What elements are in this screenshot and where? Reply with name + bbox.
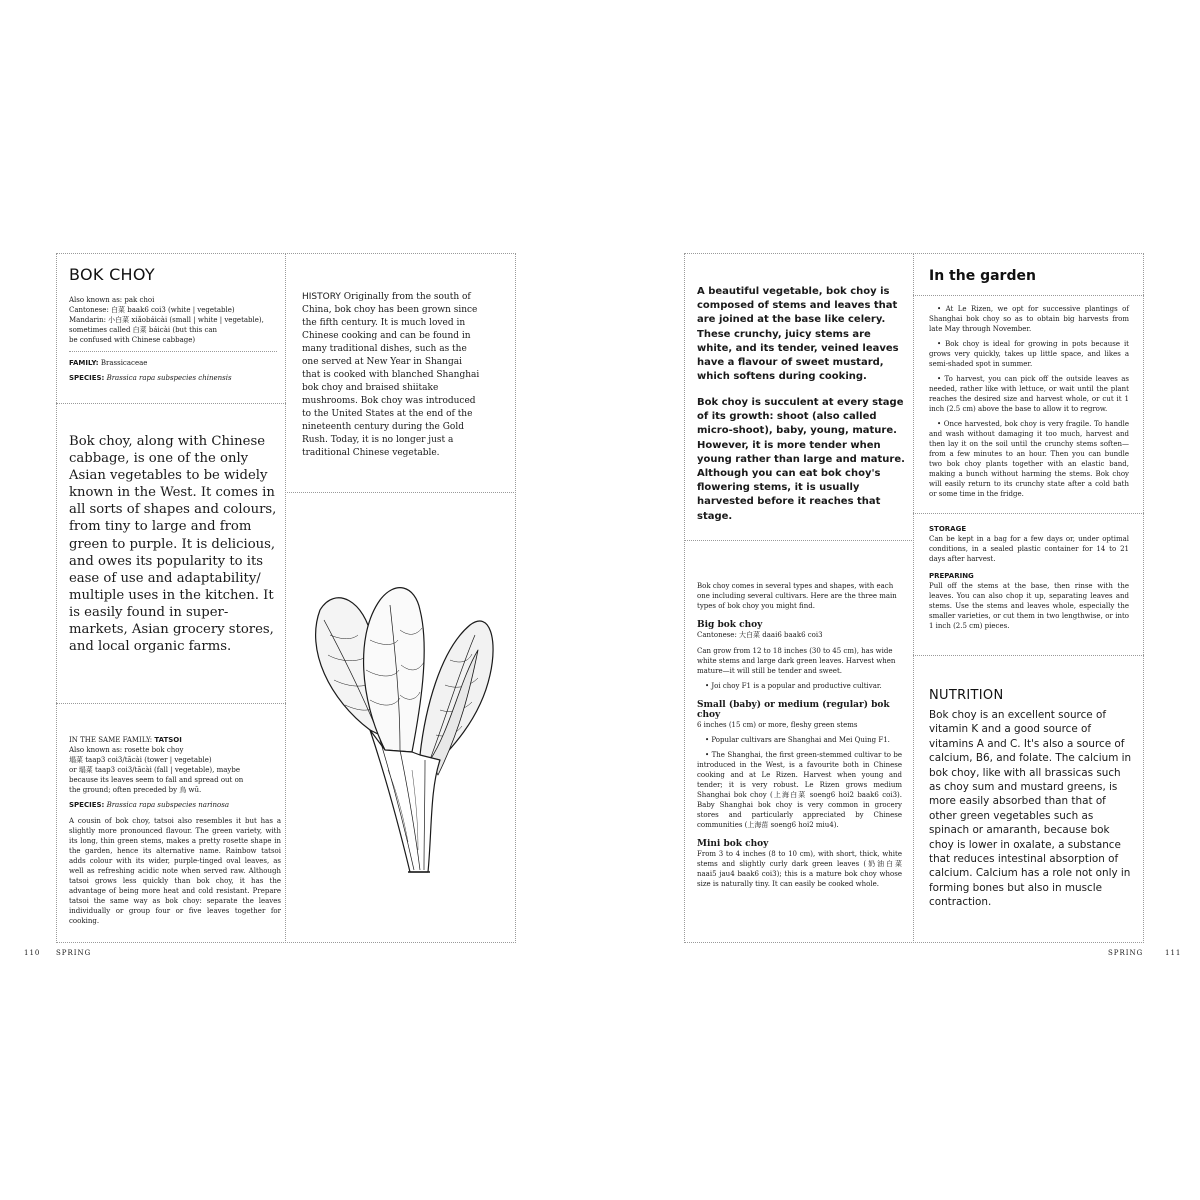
garden-para-text: Bok choy is ideal for growing in pots because it grows very quickly, takes up little space, and likes a semi-shaded spot in summer. [929,340,1129,368]
tatsoi-name: TATSOI [154,736,182,744]
garden-para-text: At Le Rizen, we opt for successive plantings of Shanghai bok choy so as to obtain big harvests from late May through November. [929,305,1129,333]
family-line [69,358,147,368]
species-label: SPECIES: [69,374,105,382]
left-page-number: 110 [24,949,41,957]
tatsoi-species-line [69,800,281,810]
nutrition-text: Bok choy is an excellent source of vitamin K and a good source of vitamins A and C. It's also a source of calcium, B6, and folate. The calcium in bok choy, like with all brassicas such as choy sum and mustard greens, is more easily absorbed than that of other green vegetables such as spinach or amaranth, because bok choy is lower in oxalate, a substance that reduces intestinal absorption of calcium. Calcium has a role not only in forming bones but also in muscle contraction. [929,709,1132,909]
lead-text-2: Bok choy is succulent at every stage of its growth: shoot (also called micro-shoot), baby, young, mature. However, it is more tender when young rather than large and mature. Although you can eat bok choy's flowering stems, it is usually harvested before it reaches that stage. [697,397,905,522]
tatsoi-label: IN THE SAME FAMILY: [69,736,153,744]
family-value: Brassicaceae [100,359,148,367]
tatsoi-line: or 塌菜 taap3 coi3/tācài (fall | vegetable), maybe [69,766,240,774]
big-title: Big bok choy [697,620,763,630]
page-title: BOK CHOY [69,265,155,284]
species-value: Brassica rapa subspecies chinensis [106,374,232,382]
family-label: FAMILY: [69,359,99,367]
garden-title: In the garden [929,268,1036,284]
tatsoi-block [69,735,281,926]
big-bullet: • Joi choy F1 is a popular and productive cultivar. [705,682,882,690]
preparing-label: PREPARING [929,572,974,580]
garden-para: • Bok choy is ideal for growing in pots because it grows very quickly, takes up little space, and likes a semi-shaded spot in summer. [929,340,1129,368]
small-bullet-1: • Popular cultivars are Shanghai and Mei Quing F1. [705,736,890,744]
tatsoi-text: A cousin of bok choy, tatsoi also resembles it but has a slightly more pronounced flavour. The green variety, with its long, thin green stems, makes a pretty rosette shape in the garden, hence its alternative name. Rainbow tatsoi adds colour with its wider, purple-tinged oval leaves, as well as refreshing acidic note when served raw. Although tatsoi grows less quickly than bok choy, it has the advantage of being more heat and cold resistant. Prepare tatsoi the same way as bok choy: separate the leaves individually or group four or five leaves together for cooking. [69,817,281,925]
left-rule-2 [56,703,286,704]
left-section-name: SPRING [56,949,92,957]
types-block [697,581,902,889]
intro-text: Bok choy, along with Chinese cabbage, is one of the only Asian vegetables to be widely known in the West. It comes in all sorts of shapes and colours, from tiny to large and from green to purple. It is delicious, and owes its popularity to its ease of use and adaptability/ multiple uses in the kitchen. It is easily found in super-markets, Asian grocery stores, and local organic farms. [69,434,277,655]
tatsoi-species-value: Brassica rapa subspecies narinosa [106,801,230,809]
left-rule-1 [56,403,286,404]
right-column-divider [913,253,914,943]
storage-label: STORAGE [929,525,967,533]
storage-block [929,524,1129,631]
mini-text: From 3 to 4 inches (8 to 10 cm), with short, thick, white stems and slightly curly dark green leaves (奶油白菜 naai5 jau4 baak6 coi3); this is a mature bok choy whose size is naturally tiny. It can easily be cooked whole. [697,850,902,888]
bok-choy-illustration [300,580,500,880]
aka-line: sometimes called 白菜 báicài (but this can [69,326,218,334]
garden-block [929,304,1129,499]
aka-block [69,295,279,345]
tatsoi-heading [69,735,281,745]
history-label: HISTORY [302,292,341,302]
mini-title: Mini bok choy [697,839,769,849]
garden-para-text: Once harvested, bok choy is very fragile. To handle and wash without damaging it too much, harvest and then lay it on the soil until the crunchy stems soften—from a few minutes to an hour. Then you can bundle two bok choy plants together with an elastic band, making a bunch without harming the stems. Bok choy will easily return to its crunchy state after a cold bath or some time in the fridge. [929,420,1129,498]
small-sub: 6 inches (15 cm) or more, fleshy green stems [697,721,858,729]
nutrition-title: NUTRITION [929,688,1004,703]
big-cantonese: Cantonese: 大白菜 daai6 baak6 coi3 [697,631,823,639]
right-rule-1 [684,540,914,541]
right-rule-4 [913,655,1144,656]
aka-line: Cantonese: 白菜 baak6 coi3 (white | vegetable) [69,306,235,314]
tatsoi-species-label: SPECIES: [69,801,105,809]
garden-para: • To harvest, you can pick off the outside leaves as needed, rather like with lettuce, or wait until the plant reaches the desired size and harvest whole, or cut it 1 inch (2.5 cm) above the base to allow it to regrow. [929,375,1129,413]
lead-text-1: A beautiful vegetable, bok choy is composed of stems and leaves that are joined at the base like celery. These crunchy, juicy stems are white, and its tender, veined leaves have a flavour of sweet mustard, which softens during cooking. [697,286,899,383]
garden-para-text: To harvest, you can pick off the outside leaves as needed, rather like with lettuce, or wait until the plant reaches the desired size and harvest whole, or cut it 1 inch (2.5 cm) above the base to allow it to regrow. [929,375,1129,413]
aka-line: Also known as: pak choi [69,296,155,304]
types-intro: Bok choy comes in several types and shapes, with each one including several cultivars. Here are the three main types of bok choy you might find. [697,582,897,610]
aka-rule [69,351,277,352]
right-rule-3 [913,513,1144,514]
big-text: Can grow from 12 to 18 inches (30 to 45 cm), has wide white stems and large dark green leaves. Harvest when mature—it will still be tender and sweet. [697,647,896,675]
small-bullet-1-text: Popular cultivars are Shanghai and Mei Quing F1. [711,736,890,744]
big-bullet-text: Joi choy F1 is a popular and productive cultivar. [711,682,882,690]
tatsoi-line: 塌菜 taap3 coi3/tācài (tower | vegetable) [69,756,212,764]
history-block [302,291,480,460]
left-column-divider [285,253,286,943]
tatsoi-line: Also known as: rosette bok choy [69,746,184,754]
storage-text: Can be kept in a bag for a few days or, under optimal conditions, in a sealed plastic container for 14 to 21 days after harvest. [929,535,1129,563]
leaf-right [420,621,493,770]
history-text: Originally from the south of China, bok choy has been grown since the fifth century. It is much loved in Chinese cooking and can be found in many traditional dishes, such as the one served at New Year in Shangai that is cooked with blanched Shanghai bok choy and braised shiitake mushrooms. Bok choy was introduced to the United States at the end of the nineteenth century during the Gold Rush. Today, it is no longer just a traditional Chinese vegetable. [302,292,480,458]
aka-line: be confused with Chinese cabbage) [69,336,196,344]
right-page-number: 111 [1165,949,1182,957]
aka-line: Mandarin: 小白菜 xiǎobáicài (small | white | vegetable), [69,316,264,324]
small-title: Small (baby) or medium (regular) bok choy [697,700,890,720]
right-rule-2 [913,295,1144,296]
garden-para: • Once harvested, bok choy is very fragile. To handle and wash without damaging it too much, harvest and then lay it on the soil until the crunchy stems soften—from a few minutes to an hour. Then you can bundle two bok choy plants together with an elastic band, making a bunch without harming the stems. Bok choy will easily return to its crunchy state after a cold bath or some time in the fridge. [929,420,1129,498]
species-line [69,373,232,383]
garden-para: • At Le Rizen, we opt for successive plantings of Shanghai bok choy so as to obtain big harvests from late May through November. [929,305,1129,333]
tatsoi-line: because its leaves seem to fall and spread out on [69,776,244,784]
tatsoi-line: the ground; often preceded by 烏 wū. [69,786,202,794]
right-section-name: SPRING [1108,949,1144,957]
left-rule-3 [285,492,516,493]
small-bullet-2: • The Shanghai, the first green-stemmed cultivar to be introduced in the West, is a favourite both in Chinese cooking and at Le Rizen. Harvest when young and tender; it is very robust. Le Rizen grows medium Shanghai bok choy (上海白菜 soeng6 hoi2 baak6 coi3). Baby Shanghai bok choy is very common in grocery stores and particularly appreciated by Chinese communities (上海苗 soeng6 hoi2 miu4). [697,751,903,829]
small-bullet-2-text: The Shanghai, the first green-stemmed cultivar to be introduced in the West, is a favourite both in Chinese cooking and at Le Rizen. Harvest when young and tender; it is very robust. Le Rizen grows medium Shanghai bok choy (上海白菜 soeng6 hoi2 baak6 coi3). Baby Shanghai bok choy is very common in grocery stores and particularly appreciated by Chinese communities (上海苗 soeng6 hoi2 miu4). [697,751,903,829]
preparing-text: Pull off the stems at the base, then rinse with the leaves. You can also chop it up, separating leaves and stems. Use the stems and leaves whole, especially the smaller varieties, or cut them in two lengthwise, or into 1 inch (2.5 cm) pieces. [929,582,1129,630]
